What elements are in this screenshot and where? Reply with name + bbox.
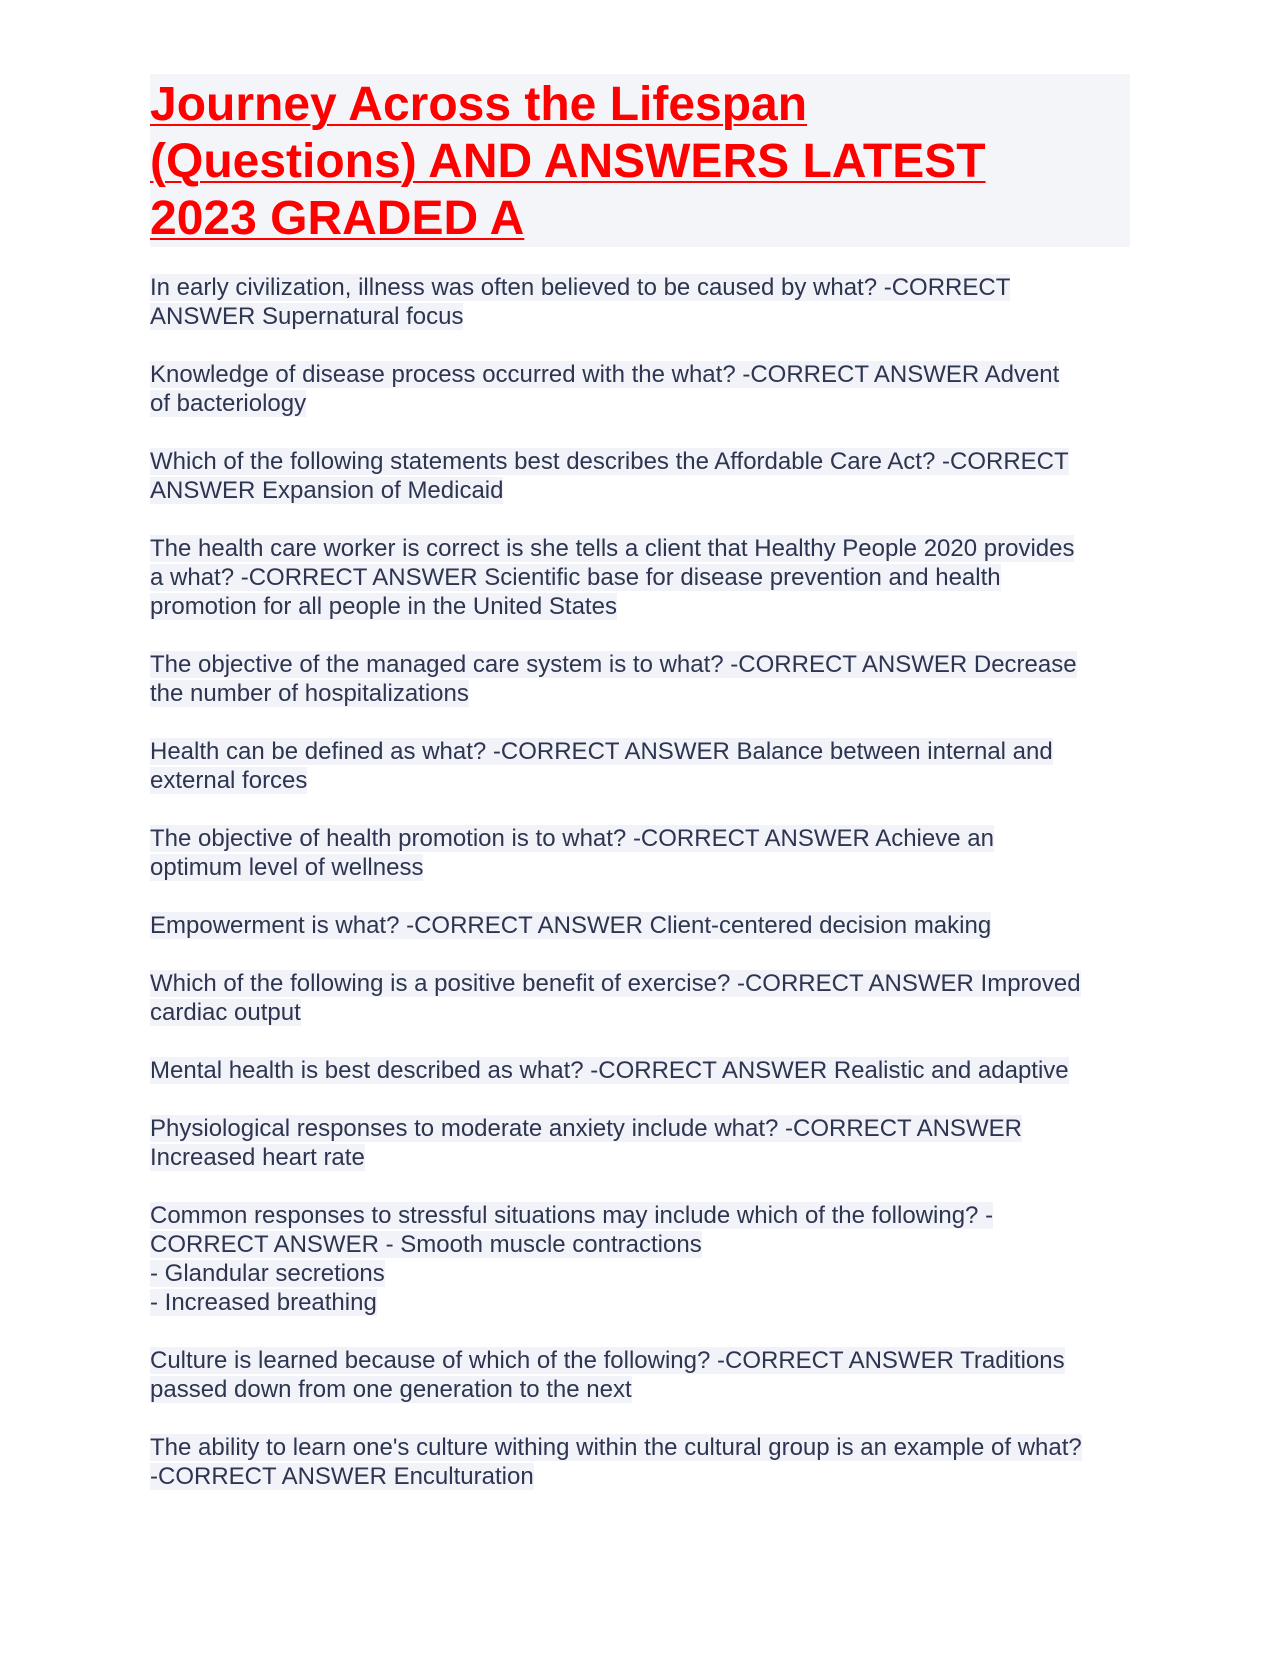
qa-item — [150, 1114, 1130, 1172]
document-page — [150, 74, 1130, 1520]
qa-text: Which of the following statements best describes the Affordable Care Act? -CORRECT ANSWER Expansion of Medicaid — [150, 448, 1069, 504]
qa-text: The objective of the managed care system is to what? -CORRECT ANSWER Decrease the number of hospitalizations — [150, 651, 1077, 707]
qa-item — [150, 737, 1130, 795]
qa-text: Health can be defined as what? -CORRECT ANSWER Balance between internal and external forces — [150, 738, 1053, 794]
qa-item — [150, 360, 1130, 418]
qa-text: Culture is learned because of which of the following? -CORRECT ANSWER Traditions passed down from one generation to the next — [150, 1347, 1065, 1403]
qa-text: Which of the following is a positive benefit of exercise? -CORRECT ANSWER Improved cardiac output — [150, 970, 1081, 1026]
qa-item — [150, 273, 1130, 331]
qa-item — [150, 911, 1130, 940]
qa-text: Knowledge of disease process occurred with the what? -CORRECT ANSWER Advent of bacteriology — [150, 361, 1060, 417]
qa-item — [150, 1201, 1130, 1317]
qa-text: The health care worker is correct is she tells a client that Healthy People 2020 provides a what? -CORRECT ANSWER Scientific base for disease prevention and health promotion for all people in the United States — [150, 535, 1075, 620]
qa-item — [150, 534, 1130, 621]
qa-text: The objective of health promotion is to what? -CORRECT ANSWER Achieve an optimum level of wellness — [150, 825, 994, 881]
qa-text: Common responses to stressful situations may include which of the following? - CORRECT ANSWER - Smooth muscle contractions - Glandular secretions - Increased breathing — [150, 1202, 994, 1316]
qa-item — [150, 1346, 1130, 1404]
qa-text: Empowerment is what? -CORRECT ANSWER Client-centered decision making — [150, 912, 992, 939]
qa-text: Mental health is best described as what? -CORRECT ANSWER Realistic and adaptive — [150, 1057, 1069, 1084]
qa-item — [150, 969, 1130, 1027]
document-title: Journey Across the Lifespan (Questions) AND ANSWERS LATEST 2023 GRADED A — [150, 78, 986, 245]
qa-item — [150, 824, 1130, 882]
qa-text: Physiological responses to moderate anxiety include what? -CORRECT ANSWER Increased heart rate — [150, 1115, 1022, 1171]
qa-text: In early civilization, illness was often believed to be caused by what? -CORRECT ANSWER Supernatural focus — [150, 274, 1011, 330]
qa-text: The ability to learn one's culture withing within the cultural group is an example of what? -CORRECT ANSWER Enculturation — [150, 1434, 1082, 1490]
qa-item — [150, 1433, 1130, 1491]
title-block — [150, 74, 1130, 247]
qa-item — [150, 650, 1130, 708]
qa-item — [150, 1056, 1130, 1085]
qa-item — [150, 447, 1130, 505]
